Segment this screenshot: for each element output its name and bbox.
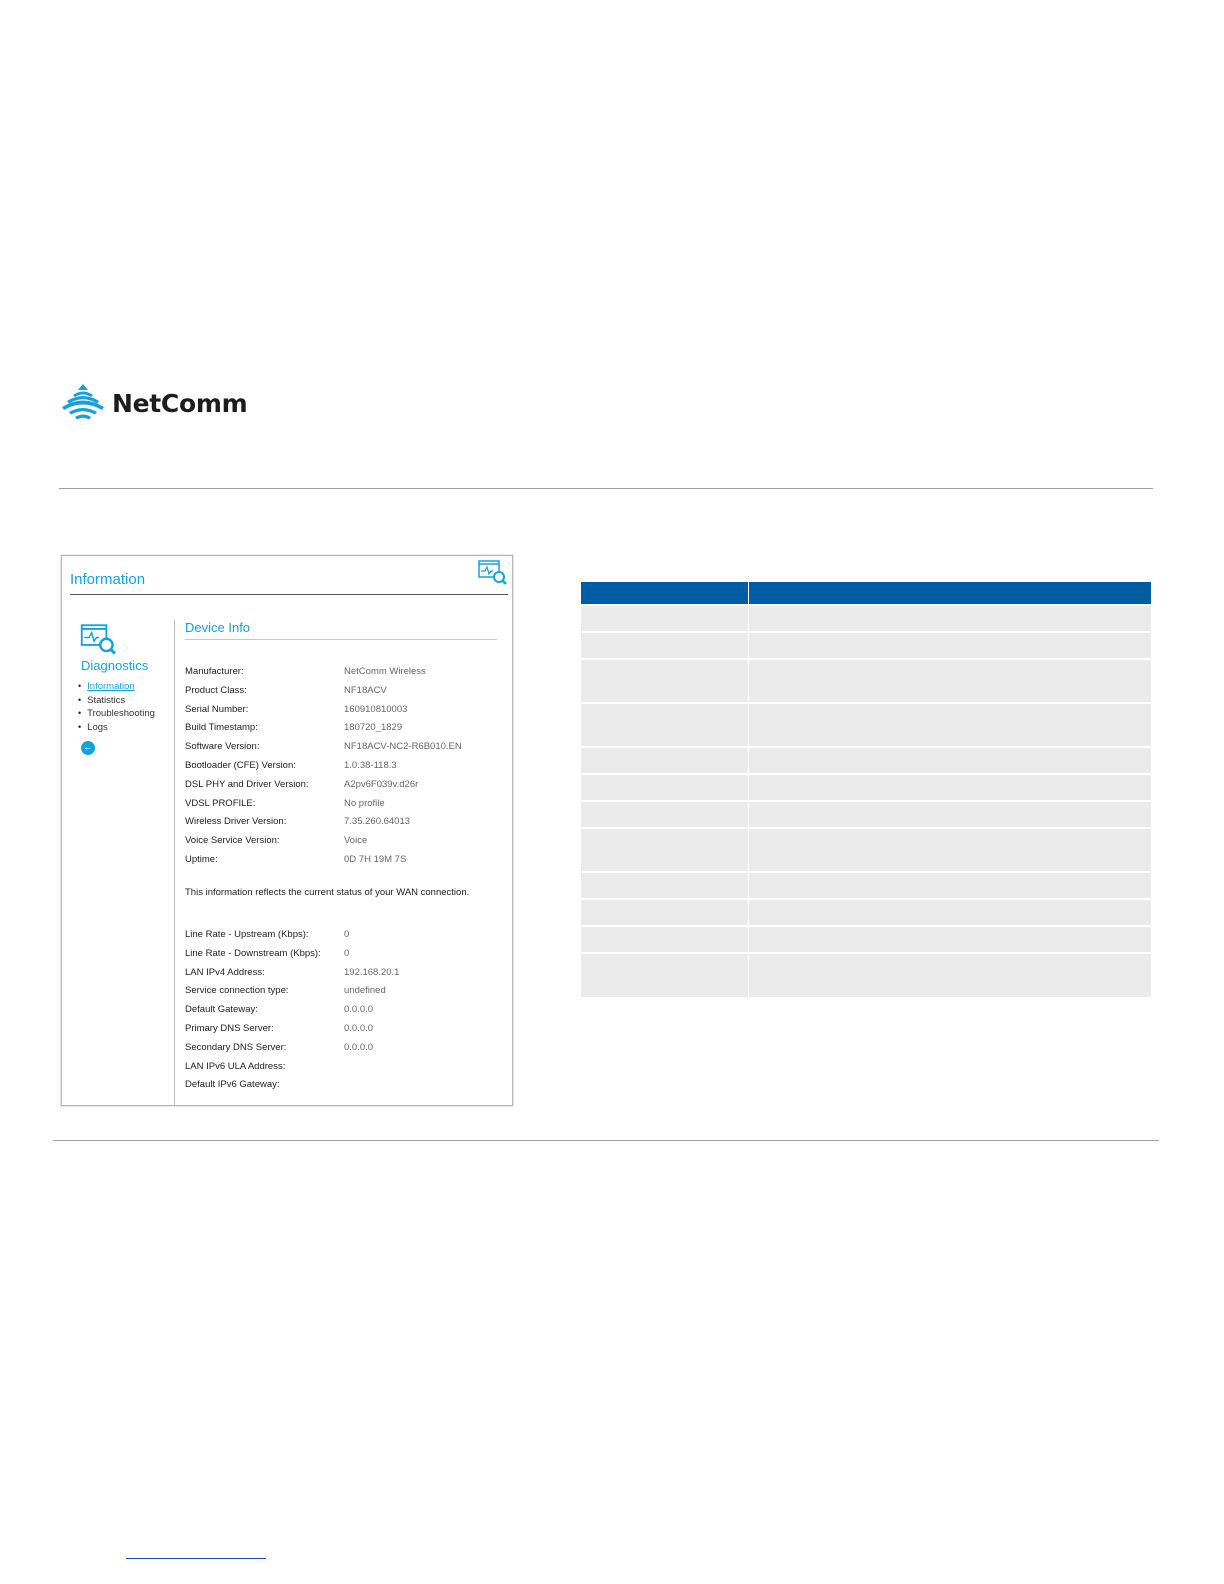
table-row — [581, 632, 1151, 659]
info-row: Bootloader (CFE) Version: 1.0.38-118.3 — [185, 759, 397, 771]
table-header-cell — [748, 582, 1151, 605]
wifi-logo-icon — [60, 382, 106, 424]
table-row — [581, 747, 1151, 774]
table-row — [581, 801, 1151, 828]
info-row: Software Version: NF18ACV-NC2-R6B010.EN — [185, 741, 462, 753]
table-row — [581, 605, 1151, 632]
info-row: LAN IPv6 ULA Address: — [185, 1060, 286, 1072]
table-header-row — [581, 582, 1151, 605]
header-divider — [59, 488, 1153, 489]
diagnostics-icon — [80, 624, 118, 656]
netcomm-logo — [60, 382, 247, 424]
table-row — [581, 953, 1151, 997]
wan-info-list — [185, 926, 505, 1095]
panel-title-rule — [70, 594, 508, 595]
table-row — [581, 899, 1151, 926]
info-row: Build Timestamp: 180720_1829 — [185, 722, 403, 734]
info-row: Uptime: 0D 7H 19M 7S — [185, 853, 407, 865]
table-row — [581, 828, 1151, 872]
info-row: Service connection type: undefined — [185, 985, 386, 997]
information-panel — [61, 555, 513, 1106]
device-info-list — [185, 663, 505, 870]
sidebar-menu — [78, 680, 155, 734]
table-row — [581, 774, 1151, 801]
field-description-table — [581, 582, 1151, 997]
info-row: VDSL PROFILE: No profile — [185, 797, 385, 809]
info-row: Line Rate - Downstream (Kbps): 0 — [185, 947, 350, 959]
info-row: Primary DNS Server: 0.0.0.0 — [185, 1022, 374, 1034]
panel-title: Information — [70, 571, 146, 588]
table-row — [581, 659, 1151, 703]
table-row — [581, 703, 1151, 747]
info-row: Serial Number: 160910810003 — [185, 703, 408, 715]
sidebar-item-information[interactable]: • Information — [78, 680, 155, 694]
info-row: LAN IPv4 Address: 192.168.20.1 — [185, 966, 400, 978]
sidebar-item-logs[interactable]: • Logs — [78, 721, 155, 735]
panel-column-divider — [174, 620, 175, 1105]
sidebar-title: Diagnostics — [81, 658, 149, 673]
back-arrow-icon[interactable]: ← — [83, 742, 93, 753]
info-row: Secondary DNS Server: 0.0.0.0 — [185, 1041, 374, 1053]
info-row: Product Class: NF18ACV — [185, 684, 387, 696]
info-row: Default Gateway: 0.0.0.0 — [185, 1004, 374, 1016]
device-info-title: Device Info — [185, 620, 251, 635]
sidebar-item-statistics[interactable]: • Statistics — [78, 694, 155, 708]
info-row: Manufacturer: NetComm Wireless — [185, 666, 426, 677]
table-header-cell — [581, 582, 748, 605]
info-row: Default IPv6 Gateway: — [185, 1079, 280, 1091]
wan-status-note: This information reflects the current status of your WAN connection. — [185, 887, 470, 898]
device-info-rule — [185, 639, 497, 640]
footer-divider — [53, 1140, 1159, 1141]
info-row: Line Rate - Upstream (Kbps): 0 — [185, 929, 350, 940]
table-row — [581, 926, 1151, 953]
table-row — [581, 872, 1151, 899]
info-row: DSL PHY and Driver Version: A2pv6F039v.d26r — [185, 778, 419, 790]
brand-name: NetComm — [112, 388, 248, 418]
diagnostics-icon — [478, 560, 508, 586]
info-row: Wireless Driver Version: 7.35.260.64013 — [185, 816, 411, 828]
info-row: Voice Service Version: Voice — [185, 835, 368, 847]
footer-link-underline[interactable] — [126, 1558, 266, 1559]
sidebar-item-troubleshooting[interactable]: • Troubleshooting — [78, 707, 155, 721]
